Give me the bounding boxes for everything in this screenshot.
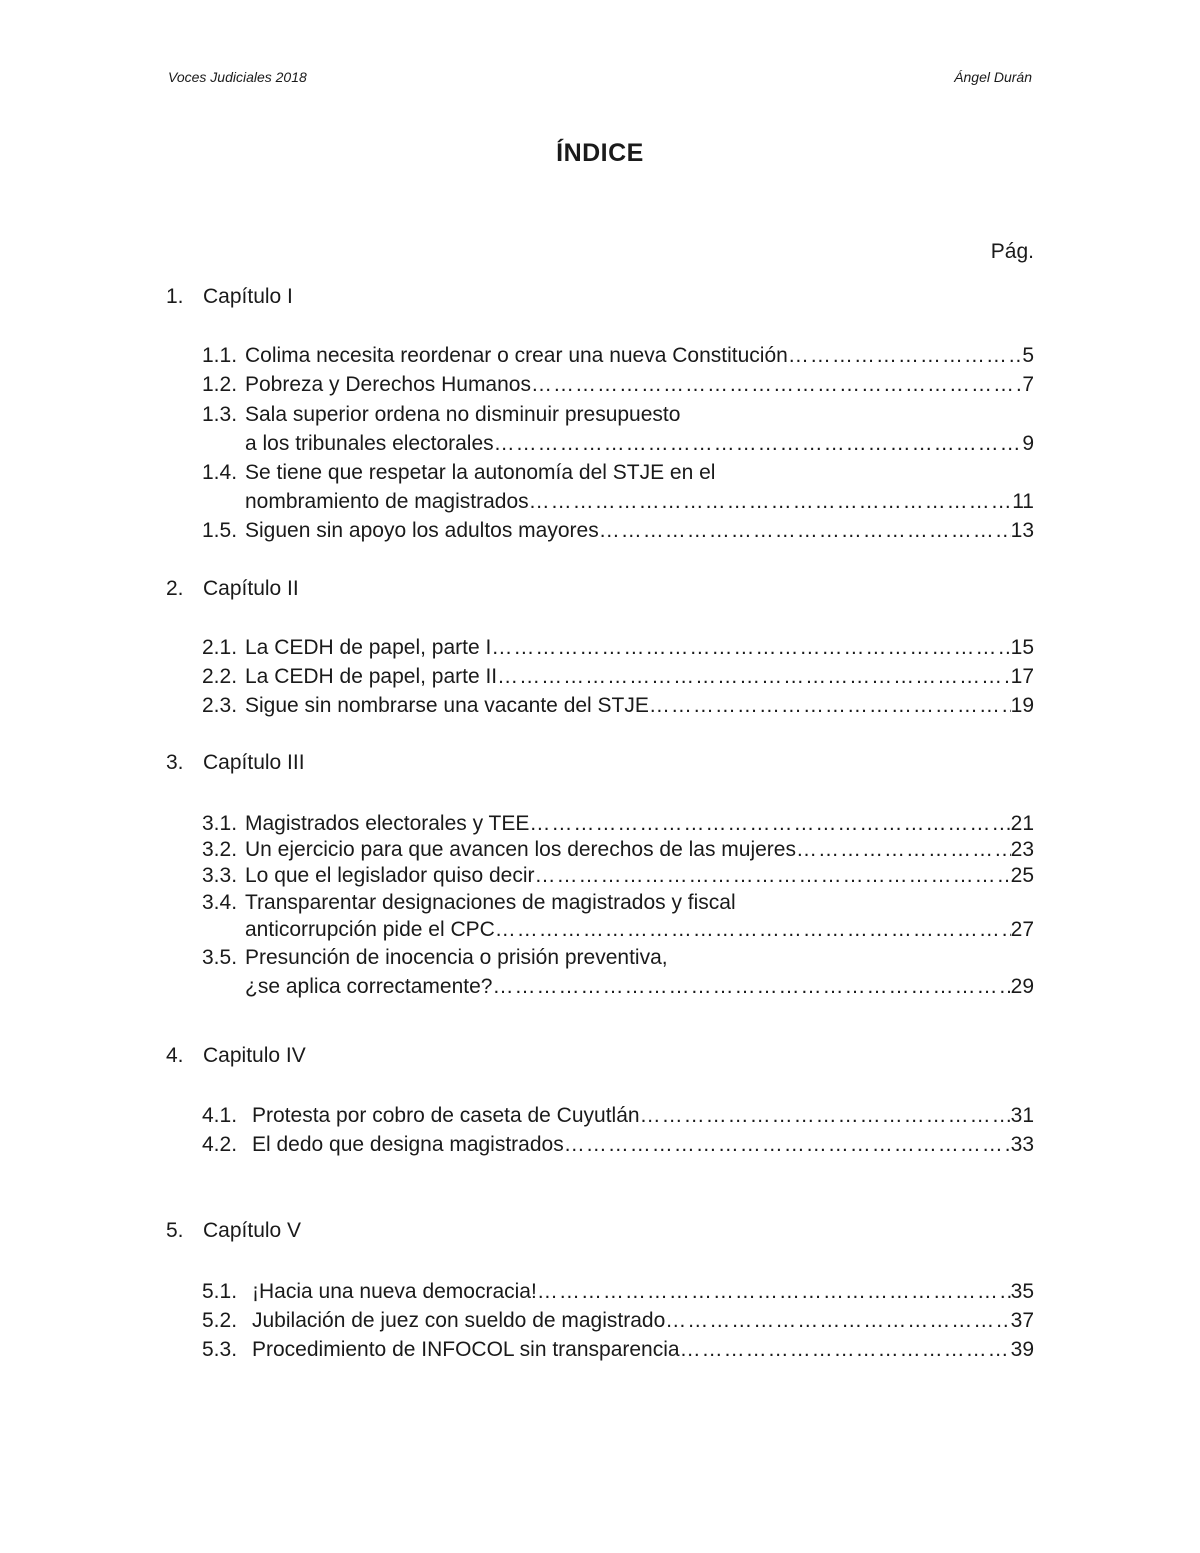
- entry-page: 13: [1010, 519, 1034, 542]
- dot-leader: [640, 1101, 1011, 1130]
- dot-leader: [788, 341, 1023, 370]
- running-header-right: Ángel Durán: [954, 69, 1032, 85]
- entry-page: 19: [1010, 694, 1034, 717]
- toc-entry[interactable]: [202, 1130, 1034, 1159]
- entry-page: 7: [1022, 373, 1034, 396]
- entry-page: 31: [1010, 1104, 1034, 1127]
- entry-page: 27: [1010, 918, 1034, 941]
- toc-entry[interactable]: [202, 1277, 1034, 1306]
- entry-number: 3.2.: [202, 838, 238, 861]
- chapter-heading: [166, 285, 293, 309]
- toc-entry[interactable]: [202, 809, 1034, 838]
- entry-page: 37: [1010, 1309, 1034, 1332]
- toc-entry[interactable]: [202, 370, 1034, 399]
- chapter-label: Capítulo V: [203, 1219, 302, 1242]
- entry-page: 17: [1010, 665, 1034, 688]
- entry-number: 5.2.: [202, 1309, 238, 1332]
- chapter-number: 2.: [166, 577, 184, 600]
- dot-leader: [492, 972, 1010, 1001]
- entry-title: Protesta por cobro de caseta de Cuyutlán: [252, 1104, 640, 1127]
- entry-number: 1.1.: [202, 344, 238, 367]
- chapter-number: 5.: [166, 1219, 184, 1242]
- toc-entry[interactable]: [202, 889, 1034, 943]
- entry-number: 2.2.: [202, 665, 238, 688]
- entry-number: 3.4.: [202, 891, 238, 914]
- entry-title: Procedimiento de INFOCOL sin transparencia: [252, 1338, 680, 1361]
- entry-page: 29: [1010, 975, 1034, 998]
- entry-title-continued: nombramiento de magistrados: [245, 490, 529, 513]
- chapter-number: 3.: [166, 751, 184, 774]
- dot-leader: [497, 662, 1010, 691]
- chapter-number: 4.: [166, 1044, 184, 1067]
- running-header-left: Voces Judiciales 2018: [168, 69, 307, 85]
- entry-title: Un ejercicio para que avancen los derechos de las mujeres: [245, 838, 796, 861]
- dot-leader: [494, 429, 1023, 458]
- toc-entry[interactable]: [202, 633, 1034, 662]
- page-title: ÍNDICE: [556, 139, 644, 167]
- dot-leader: [599, 516, 1011, 545]
- page-column-label: Pág.: [990, 240, 1034, 263]
- entry-page: 11: [1012, 490, 1034, 513]
- entry-title-continued: a los tribunales electorales: [245, 432, 494, 455]
- entry-number: 5.1.: [202, 1280, 238, 1303]
- dot-leader: [495, 916, 1011, 943]
- entry-page: 33: [1010, 1133, 1034, 1156]
- dot-leader: [529, 809, 1010, 838]
- entry-page: 21: [1010, 812, 1034, 835]
- entry-title: Magistrados electorales y TEE: [245, 812, 530, 835]
- chapter-heading: [166, 751, 305, 775]
- dot-leader: [529, 487, 1013, 516]
- dot-leader: [535, 861, 1011, 890]
- entry-title: Transparentar designaciones de magistrados y fiscal: [245, 891, 736, 914]
- entry-page: 5: [1022, 344, 1034, 367]
- entry-title: La CEDH de papel, parte II: [245, 665, 498, 688]
- toc-entry[interactable]: [202, 400, 1034, 458]
- entry-title: Siguen sin apoyo los adultos mayores: [245, 519, 599, 542]
- toc-entry[interactable]: [202, 835, 1034, 864]
- entry-title: ¡Hacia una nueva democracia!: [252, 1280, 537, 1303]
- entry-page: 23: [1010, 838, 1034, 861]
- entry-number: 1.4.: [202, 461, 238, 484]
- entry-number: 1.3.: [202, 403, 238, 426]
- chapter-label: Capitulo IV: [203, 1044, 306, 1067]
- entry-title: Lo que el legislador quiso decir: [245, 864, 535, 887]
- entry-page: 15: [1010, 636, 1034, 659]
- dot-leader: [564, 1130, 1011, 1159]
- entry-title-continued: anticorrupción pide el CPC: [245, 918, 495, 941]
- entry-number: 4.2.: [202, 1133, 238, 1156]
- entry-title: Sala superior ordena no disminuir presupuesto: [245, 403, 681, 426]
- entry-title: Pobreza y Derechos Humanos: [245, 373, 531, 396]
- entry-page: 39: [1010, 1338, 1034, 1361]
- entry-title: La CEDH de papel, parte I: [245, 636, 492, 659]
- entry-page: 9: [1022, 432, 1034, 455]
- entry-title: Sigue sin nombrarse una vacante del STJE: [245, 694, 649, 717]
- chapter-heading: [166, 1219, 301, 1243]
- toc-entry[interactable]: [202, 458, 1034, 516]
- dot-leader: [649, 691, 1011, 720]
- entry-number: 2.1.: [202, 636, 238, 659]
- entry-title: El dedo que designa magistrados: [252, 1133, 564, 1156]
- entry-number: 1.5.: [202, 519, 238, 542]
- entry-title: Jubilación de juez con sueldo de magistrado: [252, 1309, 666, 1332]
- entry-number: 3.3.: [202, 864, 238, 887]
- toc-entry[interactable]: [202, 1306, 1034, 1335]
- chapter-label: Capítulo III: [203, 751, 305, 774]
- toc-entry[interactable]: [202, 691, 1034, 720]
- entry-number: 4.1.: [202, 1104, 238, 1127]
- dot-leader: [491, 633, 1010, 662]
- dot-leader: [537, 1277, 1011, 1306]
- dot-leader: [680, 1335, 1011, 1364]
- toc-entry[interactable]: [202, 943, 1034, 1001]
- entry-number: 2.3.: [202, 694, 238, 717]
- chapter-label: Capítulo I: [203, 285, 293, 308]
- chapter-label: Capítulo II: [203, 577, 299, 600]
- chapter-heading: [166, 577, 299, 601]
- entry-title-continued: ¿se aplica correctamente?: [245, 975, 493, 998]
- toc-entry[interactable]: [202, 1101, 1034, 1130]
- toc-entry[interactable]: [202, 662, 1034, 691]
- chapter-number: 1.: [166, 285, 184, 308]
- dot-leader: [531, 370, 1022, 399]
- entry-page: 25: [1010, 864, 1034, 887]
- entry-number: 3.1.: [202, 812, 238, 835]
- dot-leader: [665, 1306, 1010, 1335]
- toc-entry[interactable]: [202, 861, 1034, 890]
- entry-number: 3.5.: [202, 946, 238, 969]
- entry-number: 5.3.: [202, 1338, 238, 1361]
- entry-title: Colima necesita reordenar o crear una nueva Constitución: [245, 344, 788, 367]
- entry-title: Se tiene que respetar la autonomía del STJE en el: [245, 461, 716, 484]
- toc-entry[interactable]: [202, 341, 1034, 370]
- entry-title: Presunción de inocencia o prisión preventiva,: [245, 946, 668, 969]
- entry-number: 1.2.: [202, 373, 238, 396]
- entry-page: 35: [1010, 1280, 1034, 1303]
- chapter-heading: [166, 1044, 306, 1068]
- toc-entry[interactable]: [202, 516, 1034, 545]
- toc-entry[interactable]: [202, 1335, 1034, 1364]
- dot-leader: [796, 835, 1011, 864]
